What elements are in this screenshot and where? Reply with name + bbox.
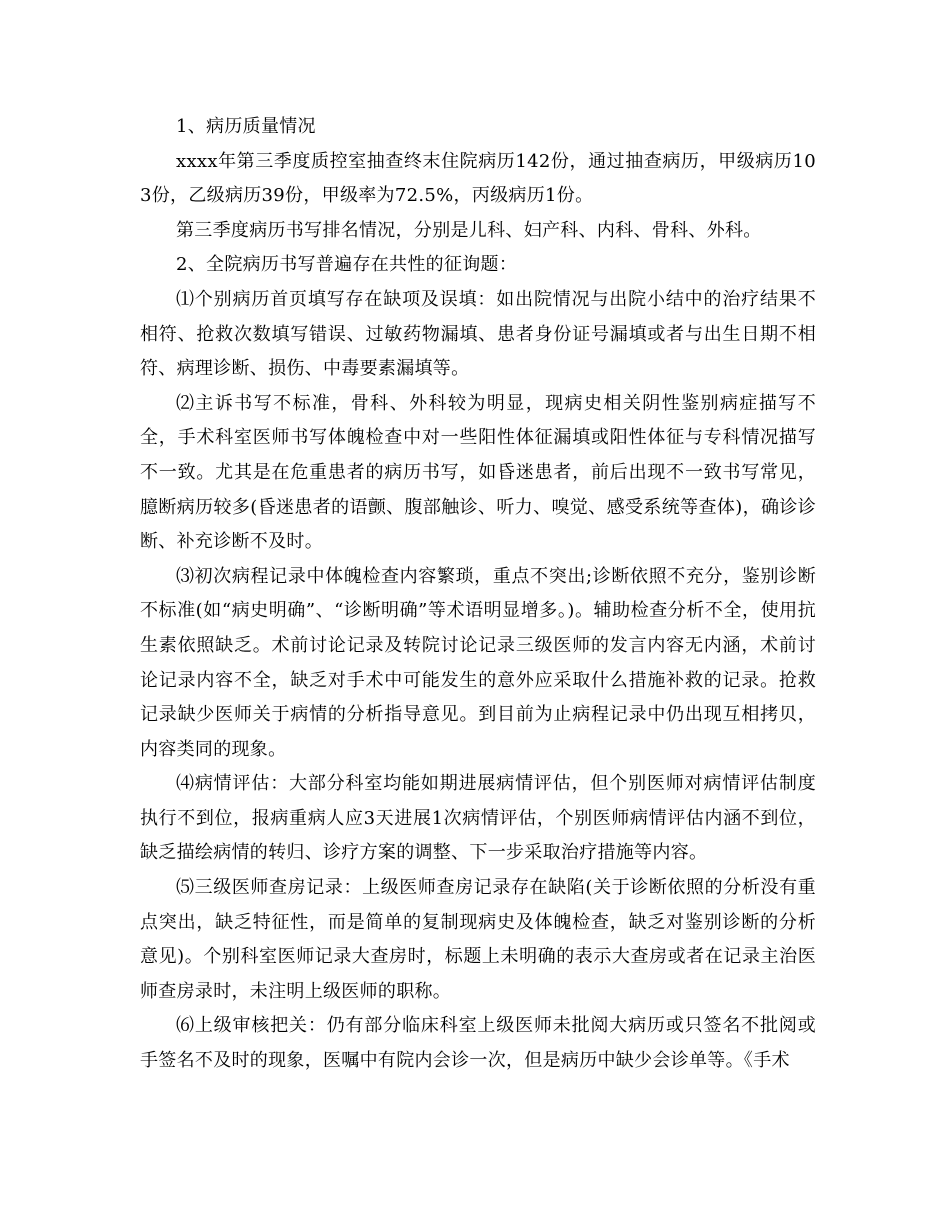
issue-item-1: ⑴个别病历首页填写存在缺项及误填：如出院情况与出院小结中的治疗结果不相符、抢救次数填写错误、过敏药物漏填、患者身份证号漏填或者与出生日期不相符、病理诊断、损伤、中毒要素漏填等。 <box>140 288 816 380</box>
issue-item-4: ⑷病情评估：大部分科室均能如期进展病情评估，但个别医师对病情评估制度执行不到位，报病重病人应3天进展1次病情评估，个别医师病情评估内涵不到位，缺乏描绘病情的转归、诊疗方案的调整、下一步采取治疗措施等内容。 <box>140 773 816 864</box>
section-heading-record-quality: 1、病历质量情况 <box>176 116 316 137</box>
issue-item-6: ⑹上级审核把关：仍有部分临床科室上级医师未批阅大病历或只签名不批阅或手签名不及时的现象，医嘱中有院内会诊一次，但是病历中缺少会诊单等。《手术 <box>140 1015 816 1072</box>
paragraph-sampling-results: xxxx年第三季度质控室抽查终末住院病历142份，通过抽查病历，甲级病历103份，乙级病历39份，甲级率为72.5%，丙级病历1份。 <box>140 150 816 207</box>
issue-item-3: ⑶初次病程记录中体魄检查内容繁琐，重点不突出;诊断依照不充分，鉴别诊断不标准(如“病史明确”、“诊断明确”等术语明显增多。)。辅助检查分析不全，使用抗生素依照缺乏。术前讨论记录及转院讨论记录三级医师的发言内容无内涵，术前讨论记录内容不全，缺乏对手术中可能发生的意外应采取什么措施补救的记录。抢救记录缺少医师关于病情的分析指导意见。到目前为止病程记录中仍出现互相拷贝，内容类同的现象。 <box>140 565 816 760</box>
document-body <box>140 110 816 1079</box>
issue-item-2: ⑵主诉书写不标准，骨科、外科较为明显，现病史相关阴性鉴别病症描写不全，手术科室医师书写体魄检查中对一些阳性体征漏填或阳性体征与专科情况描写不一致。尤其是在危重患者的病历书写，如昏迷患者，前后出现不一致书写常见，臆断病历较多(昏迷患者的语颤、腹部触诊、听力、嗅觉、感受系统等查体)，确诊诊断、补充诊断不及时。 <box>140 392 816 553</box>
paragraph-department-ranking: 第三季度病历书写排名情况，分别是儿科、妇产科、内科、骨科、外科。 <box>176 219 762 241</box>
issue-item-5: ⑸三级医师查房记录：上级医师查房记录存在缺陷(关于诊断依照的分析没有重点突出，缺乏特征性，而是简单的复制现病史及体魄检查，缺乏对鉴别诊断的分析意见)。个别科室医师记录大查房时，标题上未明确的表示大查房或者在记录主治医师查房录时，未注明上级医师的职称。 <box>140 877 816 1002</box>
section-heading-common-issues: 2、全院病历书写普遍存在共性的征询题： <box>176 254 518 276</box>
